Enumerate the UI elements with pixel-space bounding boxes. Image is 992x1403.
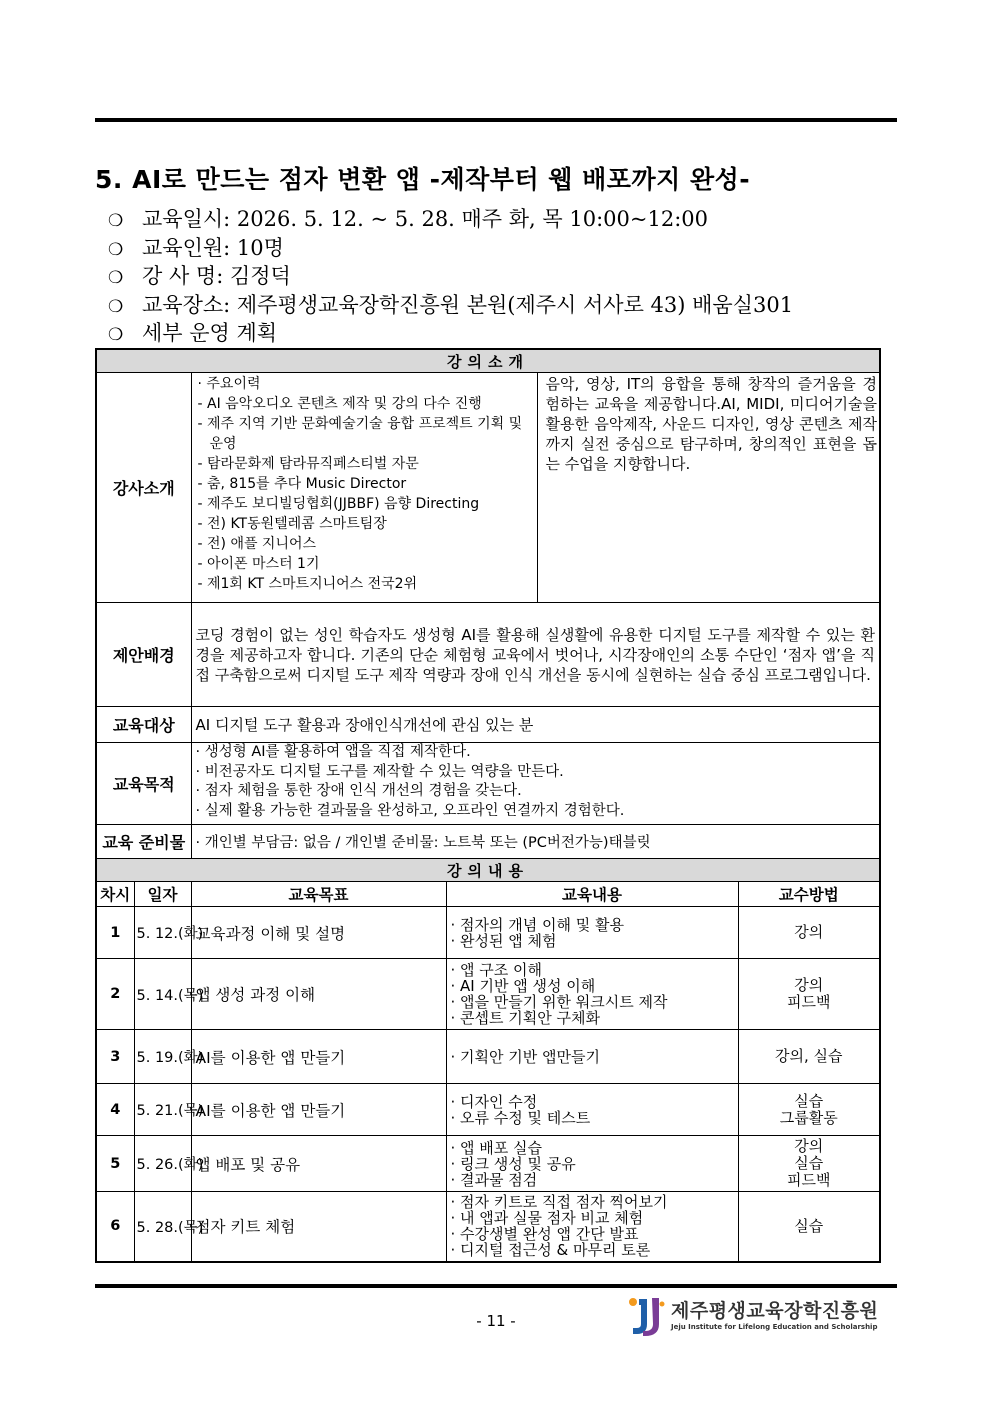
session-goal: AI를 이용한 앱 만들기 [191, 1084, 446, 1136]
page-number: - 11 - [476, 1312, 516, 1330]
bottom-rule [95, 1284, 897, 1288]
org-emblem-icon [625, 1294, 667, 1338]
session-method: 강의, 실습 [738, 1030, 880, 1084]
session-content: · 점자 키트로 직접 점자 찍어보기 · 내 앱과 실물 점자 비교 체험 · 수강생별 완성 앱 간단 발표 · 디지털 접근성 & 마무리 토론 [446, 1192, 738, 1262]
org-logo [625, 1294, 895, 1340]
session-number: 6 [96, 1192, 134, 1262]
course-info [108, 205, 793, 348]
info-row-location: ❍ 교육장소: 제주평생교육장학진흥원 본원(제주시 서사로 43) 배움실301 [108, 291, 793, 320]
column-header-goal: 교육목표 [191, 882, 446, 907]
target-text: AI 디지털 도구 활용과 장애인식개선에 관심 있는 분 [191, 707, 880, 743]
goals-list [196, 743, 876, 821]
table-row [96, 1084, 880, 1136]
session-number: 1 [96, 907, 134, 959]
session-date: 5. 21.(목) [134, 1084, 191, 1136]
intro-section-header: 강의소개 [96, 349, 880, 373]
list-item: - AI 음악오디오 콘텐츠 제작 및 강의 다수 진행 [197, 396, 482, 412]
session-number: 3 [96, 1030, 134, 1084]
list-item: · 생성형 AI를 활용하여 앱을 직접 제작한다. [195, 744, 471, 760]
instructor-label: 강사소개 [96, 373, 191, 603]
list-item: - 전) KT동원텔레콤 스마트팀장 [197, 516, 387, 532]
goals-label: 교육목적 [96, 743, 191, 825]
session-content: · 앱 구조 이해 · AI 기반 앱 생성 이해 · 앱을 만들기 위한 워크시트 제작 · 콘셉트 기획안 구체화 [446, 959, 738, 1030]
list-item: - 전) 애플 지니어스 [197, 536, 317, 552]
materials-label: 교육 준비물 [96, 825, 191, 859]
circle-bullet-icon: ❍ [108, 325, 124, 345]
list-item: · 점자 체험을 통한 장애 인식 개선의 경험을 갖는다. [195, 783, 522, 799]
session-method: 강의 실습 피드백 [738, 1136, 880, 1192]
session-goal: 교육과정 이해 및 설명 [191, 907, 446, 959]
section-title: 5. AI로 만드는 점자 변환 앱 -제작부터 웹 배포까지 완성- [95, 165, 751, 194]
session-date: 5. 12.(화) [134, 907, 191, 959]
list-item: - 제주도 보디빌딩협회(JJBBF) 음향 Directing [197, 496, 480, 512]
list-item: · 비전공자도 디지털 도구를 제작할 수 있는 역량을 만든다. [195, 763, 564, 780]
list-item: · 주요이력 [197, 376, 261, 392]
session-content: · 디자인 수정 · 오류 수정 및 테스트 [446, 1084, 738, 1136]
table-row [96, 1136, 880, 1192]
session-goal: 앱 생성 과정 이해 [191, 959, 446, 1030]
session-goal: 점자 키트 체험 [191, 1192, 446, 1262]
session-goal: AI를 이용한 앱 만들기 [191, 1030, 446, 1084]
list-item: - 춤, 815를 추다 Music Director [197, 476, 407, 492]
course-table [95, 348, 881, 1263]
circle-bullet-icon: ❍ [108, 296, 124, 317]
session-date: 5. 28.(목) [134, 1192, 191, 1262]
top-rule [95, 118, 897, 122]
circle-bullet-icon: ❍ [108, 268, 124, 288]
career-list [198, 374, 533, 594]
list-item: - 아이폰 마스터 1기 [197, 556, 320, 572]
info-row-date: ❍ 교육일시: 2026. 5. 12. ~ 5. 28. 매주 화, 목 10:00~12:00 [108, 205, 793, 234]
table-row [96, 1030, 880, 1084]
table-row [96, 959, 880, 1030]
org-subtitle: Jeju Institute for Lifelong Education and Scholarship [671, 1323, 878, 1331]
column-header-session: 차시 [96, 882, 134, 907]
list-item: - 탐라문화제 탐라뮤직페스티벌 자문 [197, 456, 419, 472]
list-item: - 제주 지역 기반 문화예술기술 융합 프로젝트 기획 및 운영 [197, 416, 523, 452]
list-item: · 실제 활용 가능한 결과물을 완성하고, 오프라인 연결까지 경험한다. [195, 802, 625, 819]
circle-bullet-icon: ❍ [108, 211, 124, 231]
session-number: 5 [96, 1136, 134, 1192]
target-label: 교육대상 [96, 707, 191, 743]
instructor-career [191, 373, 537, 603]
org-name: 제주평생교육장학진흥원 [671, 1300, 879, 1322]
session-content: · 기획안 기반 앱만들기 [446, 1030, 738, 1084]
session-method: 강의 피드백 [738, 959, 880, 1030]
table-row [96, 907, 880, 959]
info-row-plan: ❍ 세부 운영 계획 [108, 319, 793, 348]
schedule-section-header: 강의내용 [96, 859, 880, 882]
list-item: - 제1회 KT 스마트지니어스 전국2위 [197, 576, 418, 592]
column-header-date: 일자 [134, 882, 191, 907]
circle-bullet-icon: ❍ [108, 239, 124, 260]
table-row [96, 1192, 880, 1262]
session-method: 실습 그룹활동 [738, 1084, 880, 1136]
session-goal: 앱 배포 및 공유 [191, 1136, 446, 1192]
session-method: 강의 [738, 907, 880, 959]
session-date: 5. 19.(화) [134, 1030, 191, 1084]
background-label: 제안배경 [96, 603, 191, 707]
column-header-method: 교수방법 [738, 882, 880, 907]
session-date: 5. 14.(목) [134, 959, 191, 1030]
column-header-content: 교육내용 [446, 882, 738, 907]
session-content: · 앱 배포 실습 · 링크 생성 및 공유 · 결과물 점검 [446, 1136, 738, 1192]
background-text: 코딩 경험이 없는 성인 학습자도 생성형 AI를 활용해 실생활에 유용한 디지털 도구를 제작할 수 있는 환경을 제공하고자 합니다. 기존의 단순 체험형 교육에서 벗어나, 시각장애인의 소통 수단인 ‘점자 앱’을 직접 구축함으로써 디지털 도구 제작 역량과 장애 인식 개선을 동시에 실현하는 실습 중심 프로그램입니다. [191, 603, 880, 707]
materials-text: · 개인별 부담금: 없음 / 개인별 준비물: 노트북 또는 (PC버전가능)태블릿 [191, 825, 880, 859]
info-row-instructor: ❍ 강 사 명: 김정덕 [108, 262, 793, 291]
goals-cell [191, 743, 880, 825]
session-date: 5. 26.(화) [134, 1136, 191, 1192]
session-content: · 점자의 개념 이해 및 활용 · 완성된 앱 체험 [446, 907, 738, 959]
instructor-description: 음악, 영상, IT의 융합을 통해 창작의 즐거움을 경험하는 교육을 제공합니다.AI, MIDI, 미디어기술을 활용한 음악제작, 사운드 디자인, 영상 콘텐츠 제작까지 실전 중심으로 탐구하며, 창의적인 표현을 돕는 수업을 지향합니다. [537, 373, 880, 603]
session-number: 4 [96, 1084, 134, 1136]
session-method: 실습 [738, 1192, 880, 1262]
session-number: 2 [96, 959, 134, 1030]
info-row-capacity: ❍ 교육인원: 10명 [108, 234, 793, 263]
